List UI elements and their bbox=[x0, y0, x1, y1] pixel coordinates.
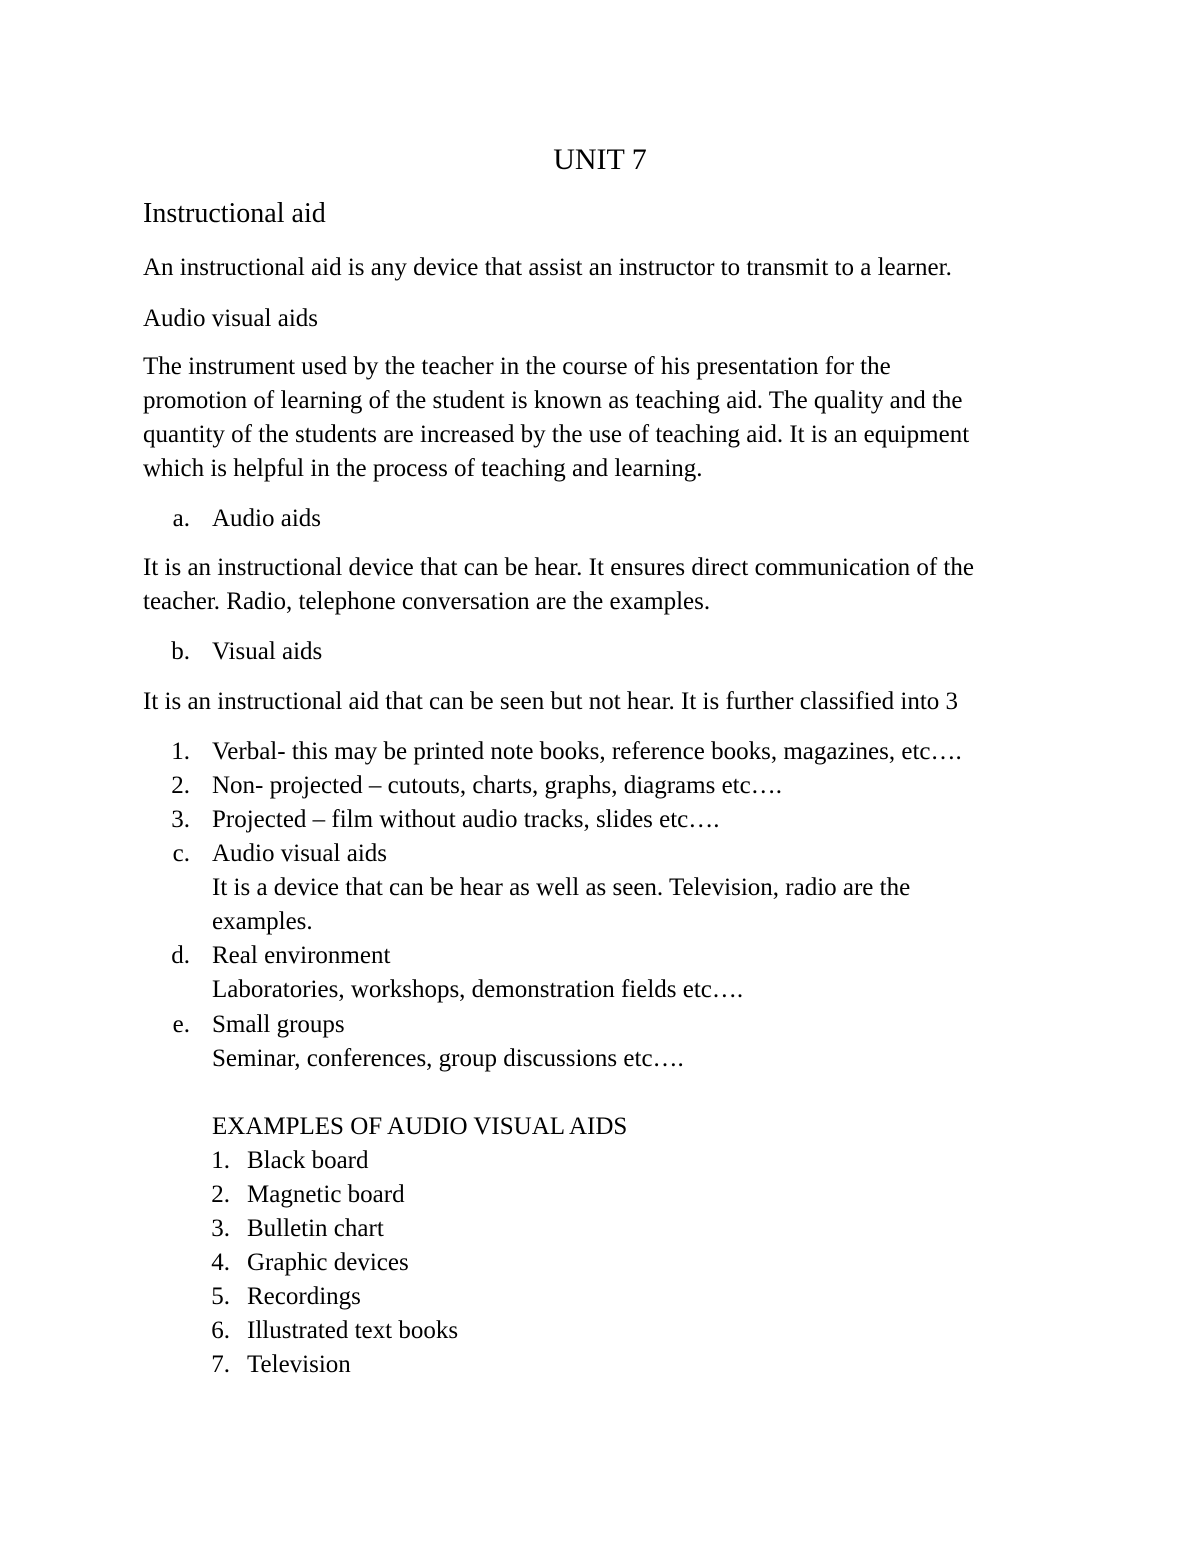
example-item: Magnetic board bbox=[247, 1181, 405, 1208]
examples-heading: EXAMPLES OF AUDIO VISUAL AIDS bbox=[212, 1113, 628, 1140]
list-marker: 1. bbox=[211, 1147, 230, 1174]
list-marker: b. bbox=[171, 638, 190, 665]
item-description: Laboratories, workshops, demonstration fields etc…. bbox=[212, 976, 744, 1003]
list-marker: c. bbox=[172, 840, 190, 867]
list-marker: a. bbox=[172, 505, 190, 532]
list-marker: 3. bbox=[211, 1215, 230, 1242]
section-heading: Instructional aid bbox=[143, 198, 326, 229]
item-description: examples. bbox=[212, 908, 313, 935]
audio-paragraph-line: It is an instructional device that can be hear. It ensures direct communication of the bbox=[143, 554, 974, 581]
item-description: Seminar, conferences, group discussions etc…. bbox=[212, 1045, 684, 1072]
page-title: UNIT 7 bbox=[553, 143, 647, 176]
list-marker: 2. bbox=[171, 772, 190, 799]
example-item: Graphic devices bbox=[247, 1249, 409, 1276]
list-marker: 7. bbox=[211, 1351, 230, 1378]
list-marker: 6. bbox=[211, 1317, 230, 1344]
item-description: It is a device that can be hear as well as seen. Television, radio are the bbox=[212, 874, 911, 901]
list-item-audio-visual-aids: Audio visual aids bbox=[212, 840, 387, 867]
list-item-audio-aids: Audio aids bbox=[212, 505, 322, 532]
list-marker: 4. bbox=[211, 1249, 230, 1276]
list-item: Projected – film without audio tracks, slides etc…. bbox=[212, 806, 720, 833]
subheading-audio-visual-aids: Audio visual aids bbox=[143, 305, 318, 332]
list-item-small-groups: Small groups bbox=[212, 1011, 345, 1038]
list-marker: e. bbox=[172, 1011, 190, 1038]
example-item: Black board bbox=[247, 1147, 369, 1174]
visual-paragraph: It is an instructional aid that can be seen but not hear. It is further classified into 3 bbox=[143, 688, 959, 715]
intro-paragraph-line: which is helpful in the process of teaching and learning. bbox=[143, 455, 703, 482]
list-marker: 5. bbox=[211, 1283, 230, 1310]
example-item: Recordings bbox=[247, 1283, 361, 1310]
list-marker: 2. bbox=[211, 1181, 230, 1208]
list-item-visual-aids: Visual aids bbox=[212, 638, 323, 665]
example-item: Bulletin chart bbox=[247, 1215, 384, 1242]
example-item: Illustrated text books bbox=[247, 1317, 459, 1344]
definition-text: An instructional aid is any device that assist an instructor to transmit to a learner. bbox=[143, 254, 952, 281]
example-item: Television bbox=[247, 1351, 351, 1378]
audio-paragraph-line: teacher. Radio, telephone conversation are the examples. bbox=[143, 588, 711, 615]
list-item: Non- projected – cutouts, charts, graphs, diagrams etc…. bbox=[212, 772, 782, 799]
intro-paragraph-line: The instrument used by the teacher in the course of his presentation for the bbox=[143, 353, 891, 380]
list-item-real-environment: Real environment bbox=[212, 942, 391, 969]
intro-paragraph-line: quantity of the students are increased by the use of teaching aid. It is an equipment bbox=[143, 421, 970, 448]
list-marker: 3. bbox=[171, 806, 190, 833]
list-marker: d. bbox=[171, 942, 190, 969]
list-item: Verbal- this may be printed note books, reference books, magazines, etc…. bbox=[212, 738, 962, 765]
list-marker: 1. bbox=[171, 738, 190, 765]
intro-paragraph-line: promotion of learning of the student is known as teaching aid. The quality and the bbox=[143, 387, 963, 414]
